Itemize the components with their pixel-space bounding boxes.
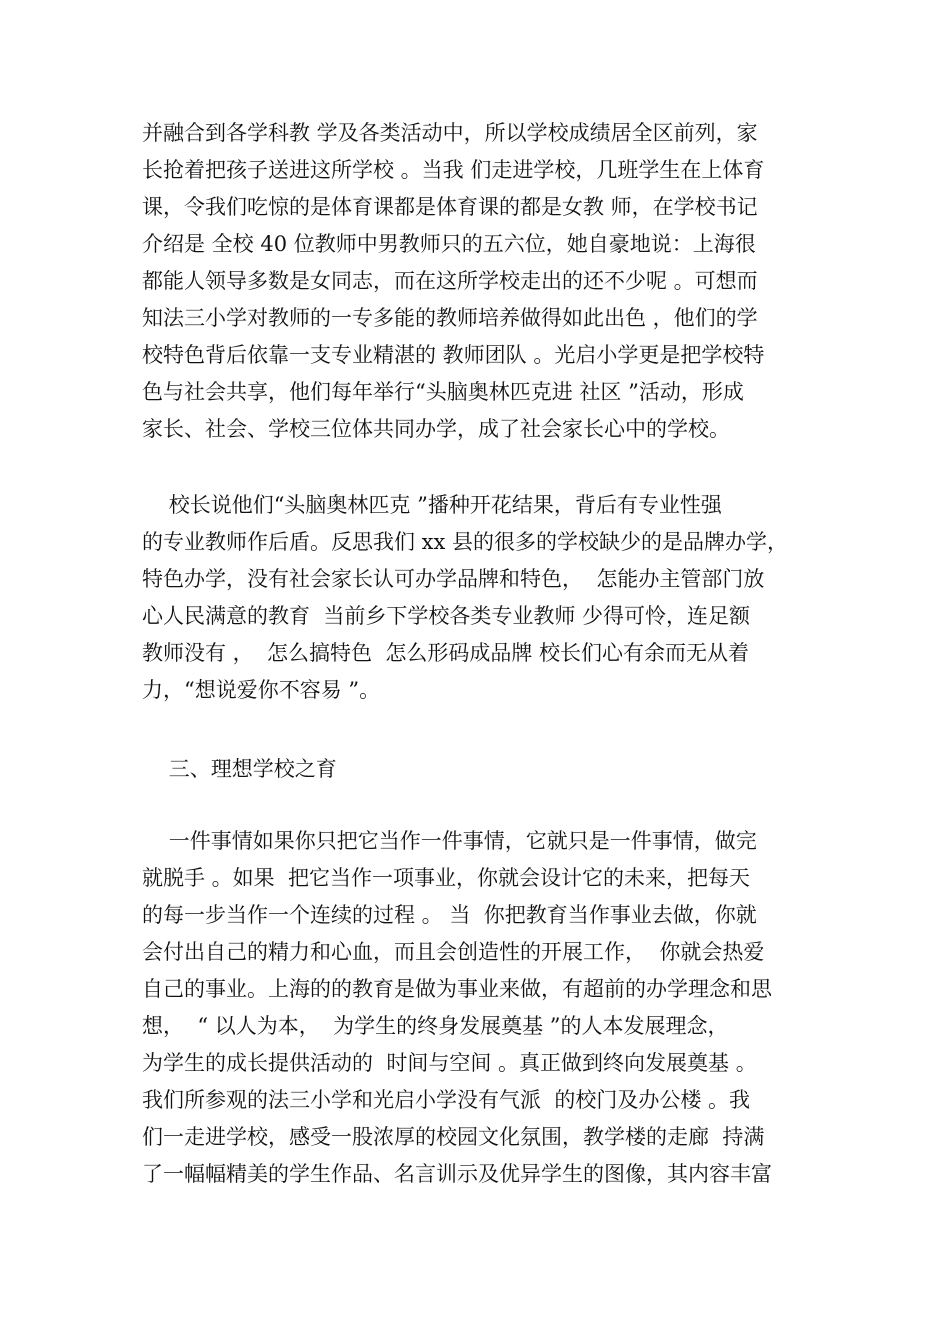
text-line: 课，令我们吃惊的是体育课都是体育课的都是女教 师，在学校书记 [142,195,758,219]
text-line: 的每一步当作一个连续的过程 。 当 你把教育当作事业去做，你就 [142,903,757,927]
text-line: 自己的事业。上海的的教育是做为事业来做，有超前的办学理念和思 [142,977,772,1001]
text-line: 就脱手 。如果 把它当作一项事业，你就会设计它的未来，把每天 [142,866,751,890]
text-line: 为学生的成长提供活动的 时间与空间 。真正做到终向发展奠基 。 [142,1051,757,1075]
text-line: 的专业教师作后盾。反思我们 xx 县的很多的学校缺少的是品牌办学， [142,530,789,554]
heading-line: 三、理想学校之育 [142,757,337,781]
text-line: 长抢着把孩子送进这所学校 。当我 们走进学校，几班学生在上体育 [142,158,765,182]
text-line: 了一幅幅精美的学生作品、名言训示及优异学生的图像，其内容丰富 [142,1162,772,1186]
text-line: 一件事情如果你只把它当作一件事情，它就只是一件事情，做完 [142,829,757,853]
text-line: 并融合到各学科教 学及各类活动中，所以学校成绩居全区前列，家 [142,121,758,145]
text-line: 我们所参观的法三小学和光启小学没有气派 的校门及办公楼 。我 [142,1088,751,1112]
text-line: 色与社会共享，他们每年举行“头脑奥林匹克进 社区 ”活动，形成 [142,380,744,404]
text-line: 知法三小学对教师的一专多能的教师培养做得如此出色 ，他们的学 [142,306,758,330]
text-line: 心人民满意的教育 当前乡下学校各类专业教师 少得可怜，连足额 [142,604,751,628]
text-line: 家长、社会、学校三位体共同办学，成了社会家长心中的学校。 [142,417,730,441]
text-line: 们一走进学校，感受一股浓厚的校园文化氛围，教学楼的走廊 持满 [142,1125,765,1149]
text-line: 校长说他们“头脑奥林匹克 ”播种开花结果，背后有专业性强 [142,493,722,517]
text-line: 介绍是 全校 40 位教师中男教师只的五六位，她自豪地说：上海很 [142,232,756,256]
text-line: 特色办学，没有社会家长认可办学品牌和特色， 怎能办主管部门放 [142,567,765,591]
text-line: 力，“想说爱你不容易 ”。 [142,678,381,702]
text-line: 校特色背后依靠一支专业精湛的 教师团队 。光启小学更是把学校特 [142,343,765,367]
text-line: 教师没有 ， 怎么搞特色 怎么形码成品牌 校长们心有余而无从着 [142,641,750,665]
text-line: 都能人领导多数是女同志，而在这所学校走出的还不少呢 。可想而 [142,269,758,293]
text-line: 想， “ 以人为本， 为学生的终身发展奠基 ”的人本发展理念， [142,1014,729,1038]
text-line: 会付出自己的精力和心血，而且会创造性的开展工作， 你就会热爱 [142,940,765,964]
